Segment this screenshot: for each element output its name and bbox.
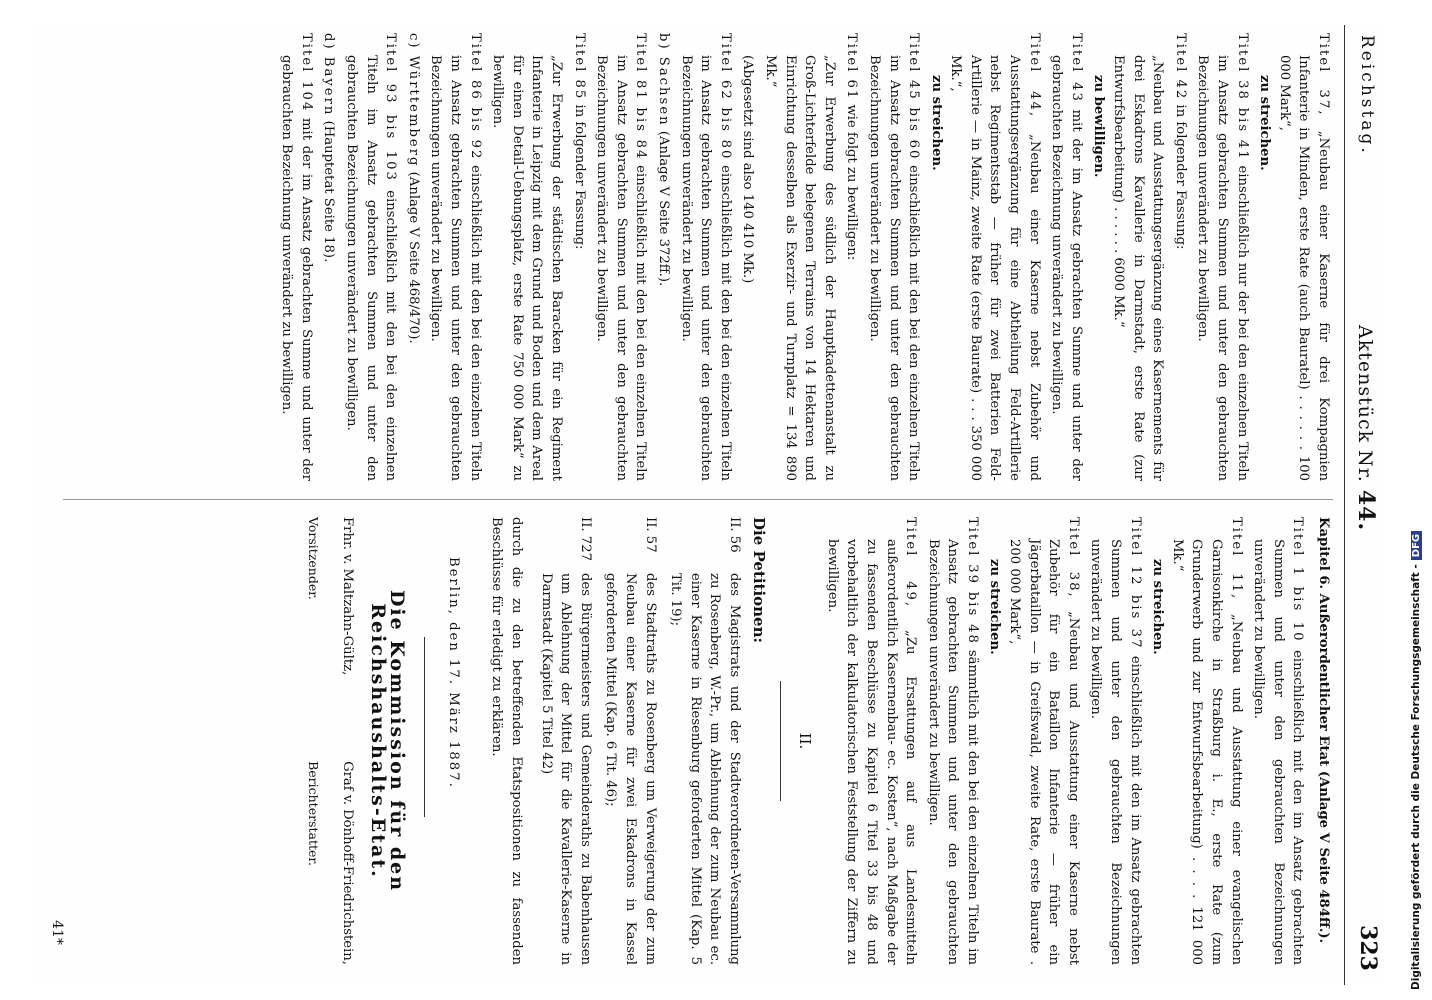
right-paragraph-lead: Titel 38,: [1065, 517, 1081, 599]
left-paragraph: [488, 33, 566, 481]
date-line: Berlin, den 17. März 1887.: [445, 557, 461, 789]
signature-right-role: Berichterstatter.: [306, 761, 322, 866]
petition-item: [601, 517, 660, 965]
left-paragraph: [342, 33, 401, 481]
page-number: 323: [1355, 925, 1381, 971]
signature-left-role: Vorsitzender.: [306, 517, 322, 600]
right-paragraph-lead: Titel 49,: [903, 517, 919, 609]
separator-rule: [780, 681, 781, 801]
left-paragraph: [319, 33, 339, 481]
left-paragraph-action: zu streichen.: [928, 75, 944, 171]
left-paragraph-lead: Titel 85: [571, 33, 587, 101]
left-paragraph-action: zu bewilligen.: [1091, 75, 1107, 178]
left-paragraph-lead: b) Sachsen: [656, 33, 671, 127]
left-paragraph-text: in folgender Fassung:: [571, 104, 587, 250]
left-paragraph-text: einschließlich mit den bei den einzelnen Titeln im Ansatz gebrachten Summen und unter den gebrauchten Bezeichnungen unverändert zu bewilligen.: [344, 55, 399, 481]
left-paragraph-lead: Titel 104: [298, 33, 314, 113]
left-paragraph: [842, 33, 862, 481]
left-paragraph-lead: Titel 86 bis 92: [467, 33, 483, 161]
left-paragraph: [1047, 33, 1086, 481]
left-paragraph-text: (Anlage V Seite 372ff.).: [656, 130, 671, 287]
right-paragraph-text: „Neubau und Ausstattung einer Kaserne nebst Zubehör für ein Bataillon Infanterie — früher ein Jägerbataillon — in Greifswald, zweite Rate, erste Baurate . 200 000 Mark“,: [1007, 539, 1081, 965]
left-paragraph-text: wie folgt zu bewilligen:: [844, 104, 860, 261]
petition-text: des Bürgermeisters und Gemeinderaths zu Babenhausen um Ablehnung der Mittel für die Kavallerie-Kaserne in Darmstadt (Kapitel 5 Titel 42): [538, 573, 593, 965]
right-paragraph-lead: Titel 1 bis 10: [1290, 517, 1306, 643]
petition-number: II. 727: [577, 517, 593, 561]
section-roman-numeral: II.: [796, 732, 815, 750]
left-paragraph-text: in folgender Fassung:: [1172, 104, 1188, 250]
left-paragraph: [1193, 33, 1252, 481]
right-items: [822, 517, 1307, 965]
left-paragraph-text: einschließlich nur der bei den einzelnen Titeln im Ansatz gebrachten Summen und unter den gebrauchten Bezeichnungen unverändert zu bewilligen.: [1195, 55, 1250, 481]
left-paragraph-lead: c) Württemberg: [405, 33, 421, 168]
left-paragraph-action: zu streichen.: [1257, 75, 1273, 171]
left-paragraph-lead: Titel 81 bis 84: [633, 33, 649, 161]
left-paragraph-text: einschließlich mit den bei den einzelnen Titeln im Ansatz gebrachten Summen und unter den gebrauchten Bezeichnungen unverändert zu bewilligen.: [678, 55, 733, 481]
petitions-heading: Die Petitionen:: [749, 517, 768, 644]
right-paragraph: [923, 517, 982, 965]
right-paragraph: [1148, 517, 1246, 965]
left-column: [43, 33, 1333, 481]
left-paragraph: [426, 33, 485, 481]
header-left: Reichstag.: [1357, 35, 1377, 156]
right-paragraph: [1249, 517, 1308, 965]
left-paragraph-text: einschließlich mit den bei den einzelnen Titeln im Ansatz gebrachten Summen und unter den gebrauchten Bezeichnungen unverändert zu bewilligen.: [866, 55, 922, 481]
left-paragraph: [1255, 33, 1333, 481]
left-paragraph-text: mit der im Ansatz gebrachten Summe und unter der gebrauchten Bezeichnung unverändert zu bewilligen.: [279, 55, 314, 481]
right-paragraph-lead: Titel 39 bis 48: [964, 517, 980, 645]
left-paragraph: [676, 33, 735, 481]
right-paragraph-lead: Titel 11,: [1228, 517, 1244, 601]
signature-rule: [424, 637, 425, 817]
right-paragraph-text: einschließlich mit den im Ansatz gebrachten Summen und unter den gebrauchten Bezeichnungen unverändert zu bewilligen.: [1088, 539, 1143, 965]
right-paragraph-lead: Titel 12 bis 37: [1127, 517, 1143, 650]
commission-title: Die Kommission für den Reichshaushalts-Etat.: [366, 589, 409, 893]
petition-item: [666, 517, 744, 965]
left-paragraph: [569, 33, 589, 481]
left-paragraph: [277, 33, 316, 481]
left-paragraph-lead: d) Bayern: [321, 33, 337, 117]
petition-item: [536, 517, 595, 965]
dfg-logo: DFG: [1411, 531, 1422, 560]
petition-text: des Stadtraths zu Rosenberg um Verweigerung der zum Neubau einer Kaserne für zwei Eskadrons in Kassel geforderten Mittel (Kap. 6 Tit. 46);: [603, 573, 658, 965]
right-paragraph: [822, 517, 920, 965]
signature-right: [304, 761, 357, 965]
right-column: [43, 517, 1333, 965]
left-paragraph-text: einschließlich mit den bei den einzelnen Titeln im Ansatz gebrachten Summen und unter den gebrauchten Bezeichnungen unverändert zu bewilligen.: [428, 55, 483, 481]
chapter-heading: Kapitel 6. Außerordentlicher Etat (Anlage V Seite 484ff.).: [1316, 517, 1331, 944]
left-paragraph-text: „Neubau einer Kaserne für drei Kompagnien Infanterie in Minden, erste Rate (auch Bauratel) . . . . . . 100 000 Mark“,: [1276, 55, 1331, 481]
left-paragraph: [864, 33, 923, 481]
left-paragraph-text: (Anlage V Seite 468/470).: [405, 171, 421, 344]
left-paragraph-text: „Zur Erwerbung des südlich der Hauptkadettenanstalt zu Groß-Lichterfelde belegenen Terrains von 14 Hektaren und Einrichtung desselben als Exerzir- und Turnplatz = 134 890 Mk.“: [762, 55, 837, 481]
signature-left: [304, 517, 357, 675]
petition-number: II. 56: [726, 517, 742, 553]
signature-left-name: Frhr. v. Maltzahn-Gültz,: [340, 517, 356, 676]
left-paragraph: [403, 33, 423, 481]
page-header: [1344, 25, 1385, 985]
closing-text: durch die zu den betreffenden Etatspositionen zu fassenden Beschlüsse für erledigt zu erklären.: [489, 517, 525, 965]
left-paragraph-text: „Neubau und Ausstattungsergänzung eines Kasernements für drei Eskadrons Kavallerie in Darmstadt, erste Rate (zur Entwurfsbearbeitung) . . . . . . 6000 Mk.“: [1111, 55, 1166, 481]
left-paragraph-lead: Titel 42: [1172, 33, 1188, 101]
header-document-label: Aktenstück Nr.: [1354, 325, 1376, 483]
left-paragraph-lead: Titel 38 bis 41: [1234, 33, 1250, 161]
left-paragraph-text: mit der im Ansatz gebrachten Summe und unter der gebrauchten Bezeichnung unverändert zu bewilligen.: [1049, 55, 1084, 481]
left-paragraph-lead: Titel 45 bis 60: [906, 33, 922, 161]
left-paragraph-lead: Titel 44,: [1026, 33, 1042, 119]
header-document-number: 44.: [1353, 489, 1379, 532]
right-paragraph-text: „Neubau und Ausstattung einer evangelischen Garnisonkirche in Straßburg i. E., erste Rate (zum Grunderwerb und zur Entwurfsbearbeitung) . . . . 121 000 Mk.“: [1169, 539, 1244, 965]
left-paragraph-lead: Titel 43: [1068, 33, 1084, 103]
left-paragraph-lead: Titel 62 bis 80: [717, 33, 733, 161]
left-paragraph-text: (Hauptetat Seite 18).: [321, 120, 337, 263]
left-paragraph-text: „Zur Erwerbung der städtischen Baracken für ein Regiment Infanterie in Leipzig mit dem Grund und Boden und dem Areal für einen Detail-Uebungsplatz, erste Rate 750 000 Mark“ zu bewilligen.: [490, 55, 565, 481]
left-paragraph: [653, 33, 673, 481]
signature-right-name: Graf v. Dönhoff-Friedrichstein,: [340, 761, 356, 965]
footer-signature-mark: 41*: [49, 920, 65, 945]
left-paragraph: [1089, 33, 1167, 481]
right-paragraph-action: zu streichen.: [1150, 559, 1166, 655]
watermark-text: Digitalisierung gefördert durch die Deutsche Forschungsgemeinschaft -: [1410, 564, 1422, 990]
left-paragraph-lead: Titel 93 bis 103: [383, 33, 399, 182]
right-paragraph-text: einschließlich mit den im Ansatz gebrachten Summen und unter den gebrauchten Bezeichnungen unverändert zu bewilligen.: [1251, 539, 1306, 965]
right-paragraph: [985, 517, 1083, 965]
left-paragraph-lead: Titel 61: [844, 33, 860, 101]
petition-number: II. 57: [642, 517, 658, 553]
header-middle: [1353, 325, 1379, 531]
left-paragraph: [1170, 33, 1190, 481]
right-paragraph-action: zu streichen.: [987, 559, 1003, 655]
right-paragraph: [1086, 517, 1145, 965]
signatures: [304, 517, 357, 965]
left-paragraph: [760, 33, 838, 481]
left-paragraph: [926, 33, 1044, 481]
left-paragraph: [738, 33, 758, 481]
left-paragraph-text: (Abgesetzt sind also 140 410 Mk.): [740, 55, 756, 284]
left-paragraph-lead: Titel 37,: [1316, 33, 1331, 117]
right-paragraph-text: „Zu Ersattungen auf aus Landesmitteln außerordentlich Kasernenbau- ec. Kosten“, nach Maßgabe der zu fassenden Beschlüsse zu Kapitel 6 Titel 33 bis 48 und vorbehaltlich der kalkulatorischen Feststellung der Ziffern zu bewilligen.: [824, 539, 919, 965]
right-paragraph-text: sämmtlich mit den bei den einzelnen Titeln im Ansatz gebrachten Summen und unter den gebrauchten Bezeichnungen unverändert zu bewilligen.: [925, 539, 980, 965]
rotated-page: [35, 25, 1385, 985]
left-paragraph: [592, 33, 651, 481]
petition-text: des Magistrats und der Stadtverordneten-Versammlung zu Rosenberg, W.-Pr., um Ablehnung der zum Neubau ec. einer Kaserne in Riesenburg geforderten Mittel (Kap. 5 Tit. 19);: [668, 573, 742, 965]
column-divider: [63, 499, 1333, 500]
left-paragraph-text: einschließlich mit den bei den einzelnen Titeln im Ansatz gebrachten Summen und unter den gebrauchten Bezeichnungen unverändert zu bewilligen.: [594, 55, 649, 481]
petitions-list: [536, 517, 744, 965]
dfg-watermark: [1410, 531, 1422, 990]
left-paragraph-text: „Neubau einer Kaserne nebst Zubehör und Ausstattungsergänzung für eine Abtheilung Feld-Artillerie nebst Regimentsstab — früher für zwei Batterien Feld-Artillerie — in Mainz, zweite Rate (erste Baurate) . . . 350 000 Mk.“,: [948, 55, 1042, 481]
